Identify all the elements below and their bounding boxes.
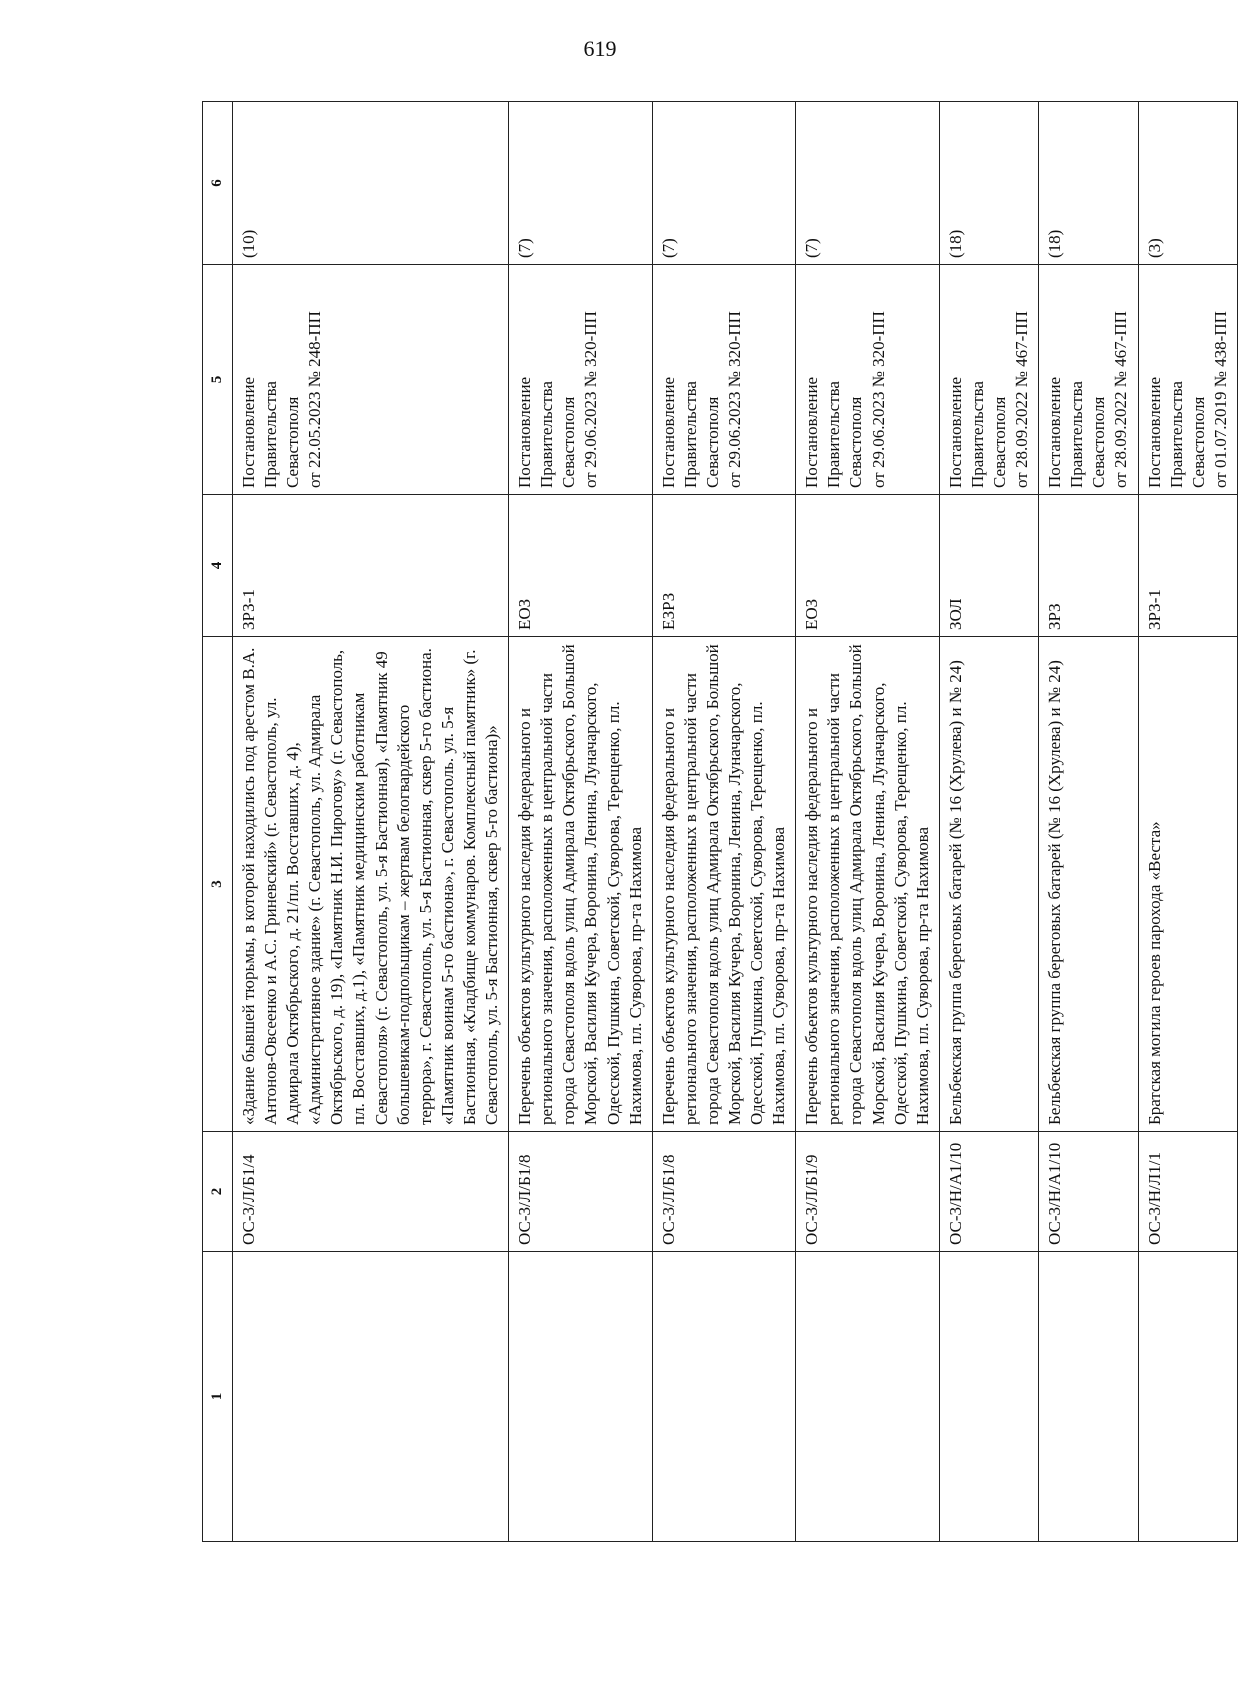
cell-zone: ЗОЛ [939, 495, 1038, 637]
cell-document [796, 265, 940, 495]
cell-description: Бельбекская группа береговых батарей (№ 16 (Хрулева) и № 24) [1039, 637, 1138, 1132]
document-line: от 22.05.2023 № 248-ПП [305, 311, 325, 488]
cell-description: Перечень объектов культурного наследия федерального и регионального значения, расположенных в центральной части города Севастополя вдоль улиц Адмирала Октябрьского, Большой Морской, Василия Кучера, Воронина, Ленина, Луначарского, Одесской, Пушкина, Советской, Суворова, Терещенко, пл. Нахимова, пл. Суворова, пр-та Нахимова [796, 637, 940, 1132]
document-line: Правительства [1166, 381, 1186, 488]
cell-zone: ЕОЗ [509, 495, 653, 637]
cell-description: Бельбекская группа береговых батарей (№ 16 (Хрулева) и № 24) [939, 637, 1038, 1132]
cell-reference: (3) [1138, 102, 1237, 265]
document-line: Правительства [537, 381, 557, 488]
document-line: от 28.09.2022 № 467-ПП [1012, 311, 1032, 488]
cell-description: «Здание бывшей тюрьмы, в которой находились под арестом В.А. Антонов-Овсеенко и А.С. Гриневский» (г. Севастополь, ул. Адмирала Октябрьского, д. 21/пл. Восставших, д. 4), «Административное здание» (г. Севастополь, ул. Адмирала Октябрьского, д. 19), «Памятник Н.И. Пирогову» (г. Севастополь, пл. Восставших, д.1), «Памятник медицинским работникам Севастополя» (г. Севастополь, ул. 5-я Бастионная), «Памятник 49 большевикам-подпольщикам – жертвам белогвардейского террора», г. Севастополь, ул. 5-я Бастионная, сквер 5-го бастиона. «Памятник воинам 5-го бастиона», г. Севастополь. ул. 5-я Бастионная, «Кладбище коммунаров. Комплексный памятник» (г. Севастополь, ул. 5-я Бастионная, сквер 5-го бастиона)» [233, 637, 509, 1132]
cell-code: ОС-3/Н/А1/10 [939, 1132, 1038, 1252]
document-line: Постановление [515, 376, 535, 488]
cell-code: ОС-3/Л/Б1/9 [796, 1132, 940, 1252]
document-line: от 28.09.2022 № 467-ПП [1111, 311, 1131, 488]
rotated-table-wrapper [202, 102, 1230, 1542]
cell-code: ОС-3/Л/Б1/8 [509, 1132, 653, 1252]
document-line: Севастополя [846, 396, 866, 488]
document-line: Севастополя [702, 396, 722, 488]
document-line: Постановление [239, 376, 258, 488]
cell-document [509, 265, 653, 495]
column-header: 5 [203, 265, 233, 495]
table-row [509, 102, 653, 1542]
document-line: Севастополя [559, 396, 579, 488]
cell-document [233, 265, 509, 495]
document-line: Севастополя [283, 396, 303, 488]
document-line: Постановление [1045, 376, 1065, 488]
document-line: Правительства [967, 381, 987, 488]
page-number: 619 [583, 36, 617, 61]
document-line: Севастополя [1089, 396, 1109, 488]
cell-document [939, 265, 1038, 495]
column-header: 4 [203, 495, 233, 637]
cell-zone: ЗРЗ [1039, 495, 1138, 637]
cell-zone: ЗРЗ-1 [233, 495, 509, 637]
table-row [796, 102, 940, 1542]
cell-code: ОС-3/Н/А1/10 [1039, 1132, 1138, 1252]
document-line: от 29.06.2023 № 320-ПП [581, 311, 601, 488]
cell-reference: (7) [509, 102, 653, 265]
table-row [652, 102, 796, 1542]
document-line: Правительства [1067, 381, 1087, 488]
column-header: 2 [203, 1132, 233, 1252]
document-line: от 01.07.2019 № 438-ПП [1210, 311, 1230, 488]
column-header: 1 [203, 1252, 233, 1542]
cell-description: Перечень объектов культурного наследия федерального и регионального значения, расположенных в центральной части города Севастополя вдоль улиц Адмирала Октябрьского, Большой Морской, Василия Кучера, Воронина, Ленина, Луначарского, Одесской, Пушкина, Советской, Суворова, Терещенко, пл. Нахимова, пл. Суворова, пр-та Нахимова [652, 637, 796, 1132]
table-row [233, 102, 509, 1542]
cell-number [1138, 1252, 1237, 1542]
cell-code: ОС-3/Н/Л1/1 [1138, 1132, 1237, 1252]
cell-zone: ЕОЗ [796, 495, 940, 637]
document-line: Постановление [802, 376, 822, 488]
cell-document [1039, 265, 1138, 495]
cell-zone: ЕЗРЗ [652, 495, 796, 637]
document-line: Постановление [1144, 376, 1164, 488]
cell-reference: (18) [1039, 102, 1138, 265]
table-row [939, 102, 1038, 1542]
header-row [203, 102, 233, 1542]
cell-description: Перечень объектов культурного наследия федерального и регионального значения, расположенных в центральной части города Севастополя вдоль улиц Адмирала Октябрьского, Большой Морской, Василия Кучера, Воронина, Ленина, Луначарского, Одесской, Пушкина, Советской, Суворова, Терещенко, пл. Нахимова, пл. Суворова, пр-та Нахимова [509, 637, 653, 1132]
cell-description: Братская могила героев парохода «Веста» [1138, 637, 1237, 1132]
cell-number [233, 1252, 509, 1542]
table-row [1039, 102, 1138, 1542]
cell-reference: (7) [796, 102, 940, 265]
document-line: Постановление [658, 376, 678, 488]
cell-number [1039, 1252, 1138, 1542]
document-line: Правительства [824, 381, 844, 488]
cell-document [652, 265, 796, 495]
cell-number [509, 1252, 653, 1542]
table-row [1138, 102, 1237, 1542]
document-table [202, 101, 1238, 1542]
cell-reference: (10) [233, 102, 509, 265]
document-line: от 29.06.2023 № 320-ПП [868, 311, 888, 488]
cell-document [1138, 265, 1237, 495]
cell-number [796, 1252, 940, 1542]
document-line: Постановление [945, 376, 965, 488]
cell-zone: ЗРЗ-1 [1138, 495, 1237, 637]
document-line: от 29.06.2023 № 320-ПП [724, 311, 744, 488]
cell-code: ОС-3/Л/Б1/8 [652, 1132, 796, 1252]
cell-code: ОС-3/Л/Б1/4 [233, 1132, 509, 1252]
cell-reference: (7) [652, 102, 796, 265]
column-header: 3 [203, 637, 233, 1132]
column-header: 6 [203, 102, 233, 265]
cell-number [939, 1252, 1038, 1542]
document-line: Правительства [680, 381, 700, 488]
cell-reference: (18) [939, 102, 1038, 265]
document-line: Севастополя [990, 396, 1009, 488]
document-line: Севастополя [1188, 396, 1208, 488]
cell-number [652, 1252, 796, 1542]
document-line: Правительства [261, 381, 281, 488]
